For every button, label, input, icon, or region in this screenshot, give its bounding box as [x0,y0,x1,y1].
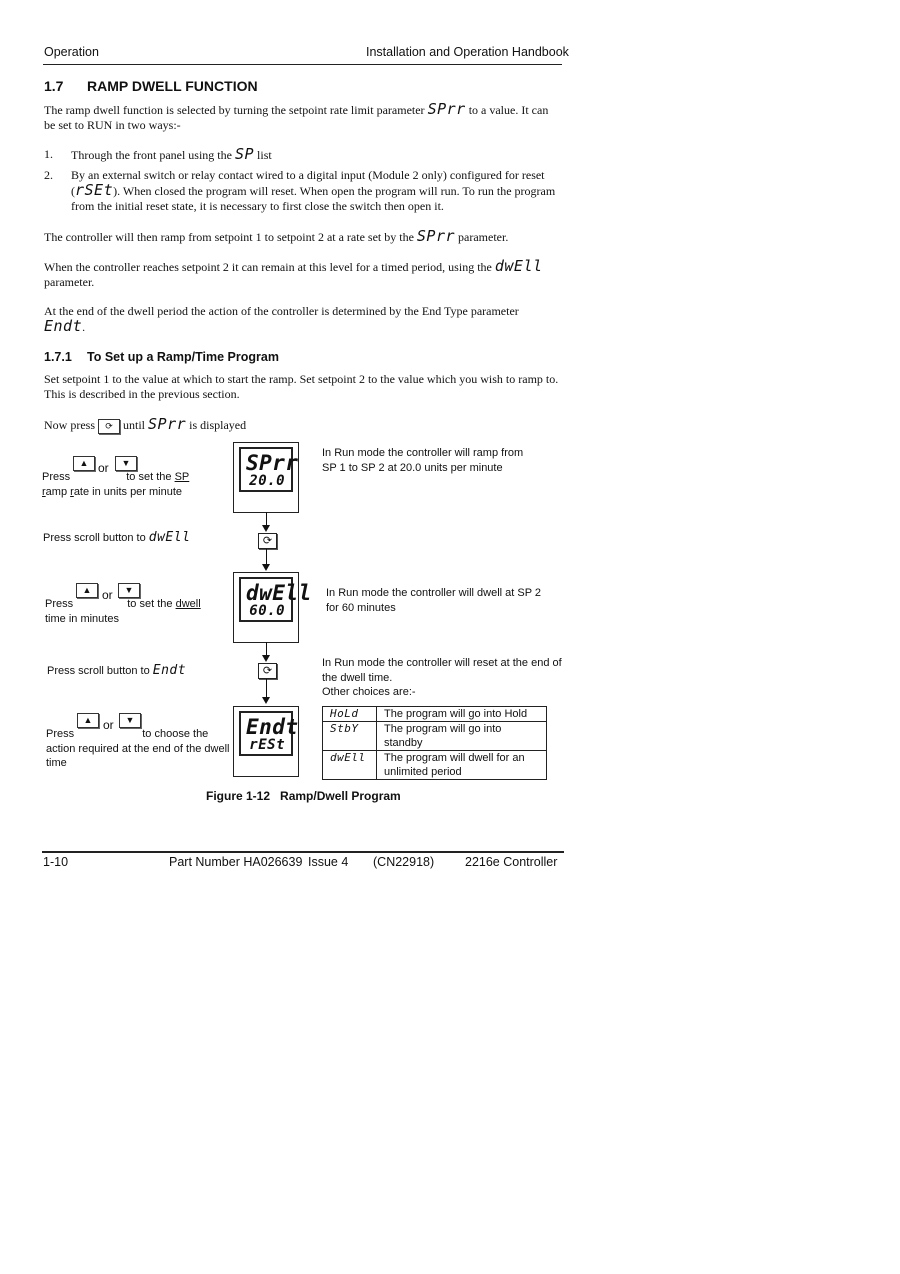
table-row [323,722,547,751]
now-press-line: Now press ⟳ until SPrr is displayed [44,415,247,433]
step2-note: In Run mode the controller will dwell at SP 2 for 60 minutes [326,587,542,614]
arrow-down-icon [262,564,270,571]
code-sp: SP [234,145,255,163]
choice-code: dwEll [323,751,377,780]
up-arrow-icon: ▲ [77,713,99,728]
footer-issue: Issue 4 [308,855,349,869]
display-dwell-top: dwEll [246,581,312,605]
choice-desc: The program will dwell for an unlimited period [377,751,547,780]
step3-instruction: ▲ or ▼ Press to choose the action required at the end of the dwell time [46,715,230,769]
arrow-down-icon [262,655,270,662]
footer-part: Part Number HA026639 [169,855,303,869]
arrow-down-icon [262,697,270,704]
choice-desc: The program will go into Hold [377,707,547,722]
display-sprr-top: SPrr [246,451,299,475]
section-para-1: The ramp dwell function is selected by turning the setpoint rate limit parameter SPrr to a value. It can be set to RUN in two ways:- [44,100,549,132]
section-para-4: At the end of the dwell period the action of the controller is determined by the End Type parameter Endt. [44,304,519,335]
connector-line [266,679,267,698]
step2-instruction: ▲ or ▼ Press to set the dwell time in minutes [45,585,201,625]
footer-cn: (CN22918) [373,855,435,869]
connector-line [266,549,267,565]
subsection-title: To Set up a Ramp/Time Program [87,350,279,364]
display-endt-top: Endt [246,715,299,739]
scroll-button-icon: ⟳ [258,533,277,549]
code-rset: rSEt [75,181,114,199]
list-item-1: Through the front panel using the SP list [71,145,272,163]
scroll-key-icon: ⟳ [98,419,120,434]
step1-instruction: ▲ or ▼ Press to set the SP ramp rate in units per minute [42,458,190,498]
table-row [323,751,547,780]
code-sprr: SPrr [427,100,466,118]
section-para-3: When the controller reaches setpoint 2 it can remain at this level for a timed period, using the dwEll parameter. [44,257,543,289]
list-item-2: By an external switch or relay contact wired to a digital input (Module 2 only) configured for reset (rSEt). When closed the program will reset. When open the program will run. To run the program from the initial reset state, it is necessary to first close the switch then open it. [71,168,556,213]
arrow-down-icon [262,525,270,532]
header-rule [43,64,562,65]
step1-note: In Run mode the controller will ramp from SP 1 to SP 2 at 20.0 units per minute [322,447,524,474]
footer-page: 1-10 [43,855,69,869]
scroll-button-icon: ⟳ [258,663,277,679]
scroll2-note: In Run mode the controller will reset at the end of the dwell time. Other choices are:- [322,657,562,698]
section-title: RAMP DWELL FUNCTION [87,78,258,94]
footer-rule [42,851,564,853]
up-arrow-icon: ▲ [73,456,95,471]
choice-code: StbY [323,722,377,751]
subsection-para-1: Set setpoint 1 to the value at which to start the ramp. Set setpoint 2 to the value which you wish to ramp to. This is described in the previous section. [44,372,559,401]
display-dwell-bottom: 60.0 [249,603,285,619]
scroll1-instruction: Press scroll button to dwEll [43,530,191,545]
header-left: Operation [44,45,99,59]
header-right: Installation and Operation Handbook [366,45,569,59]
choices-table [322,706,547,780]
list-item-2-number: 2. [44,168,53,182]
down-arrow-icon: ▼ [119,713,141,728]
display-endt [233,706,299,777]
table-row [323,707,547,722]
section-para-2: The controller will then ramp from setpoint 1 to setpoint 2 at a rate set by the SPrr parameter. [44,227,509,245]
up-arrow-icon: ▲ [76,583,98,598]
display-endt-bottom: rESt [249,737,285,753]
choice-code: HoLd [323,707,377,722]
scroll2-instruction: Press scroll button to Endt [47,663,187,678]
display-dwell [233,572,312,643]
section-number: 1.7 [44,78,64,94]
figure-caption: Figure 1-12 Ramp/Dwell Program [206,789,401,803]
footer-product: 2216e Controller [465,855,558,869]
display-sprr [233,442,299,513]
down-arrow-icon: ▼ [115,456,137,471]
down-arrow-icon: ▼ [118,583,140,598]
choice-desc: The program will go into standby [377,722,547,751]
display-sprr-bottom: 20.0 [249,473,285,489]
list-item-1-number: 1. [44,147,53,161]
subsection-number: 1.7.1 [44,350,72,364]
